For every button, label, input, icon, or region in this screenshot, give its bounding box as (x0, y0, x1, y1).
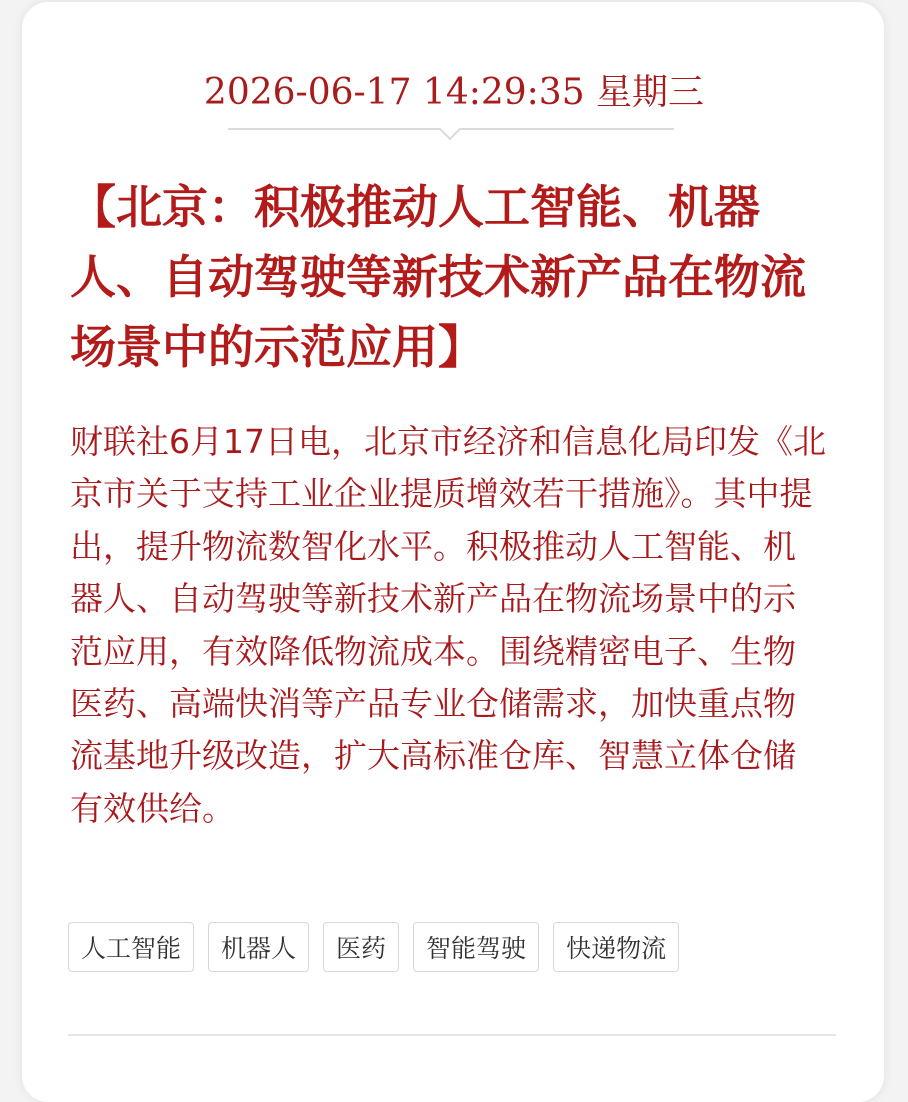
tag-smart-driving[interactable]: 智能驾驶 (413, 922, 539, 972)
tag-robot[interactable]: 机器人 (208, 922, 309, 972)
tag-express-logistics[interactable]: 快递物流 (553, 922, 679, 972)
article-body: 财联社6月17日电，北京市经济和信息化局印发《北京市关于支持工业企业提质增效若干措施》。其中提出，提升物流数智化水平。积极推动人工智能、机器人、自动驾驶等新技术新产品在物流场景中的示范应用，有效降低物流成本。围绕精密电子、生物医药、高端快消等产品专业仓储需求，加快重点物流基地升级改造，扩大高标准仓库、智慧立体仓储有效供给。 (70, 422, 826, 828)
tag-ai[interactable]: 人工智能 (68, 922, 194, 972)
article-headline: 【北京：积极推动人工智能、机器人、自动驾驶等新技术新产品在物流场景中的示范应用】 (70, 180, 806, 374)
tag-medicine[interactable]: 医药 (323, 922, 399, 972)
publish-timestamp: 2026-06-17 14:29:35 星期三 (203, 72, 705, 113)
bottom-divider (68, 1034, 836, 1036)
tag-list (68, 922, 679, 972)
